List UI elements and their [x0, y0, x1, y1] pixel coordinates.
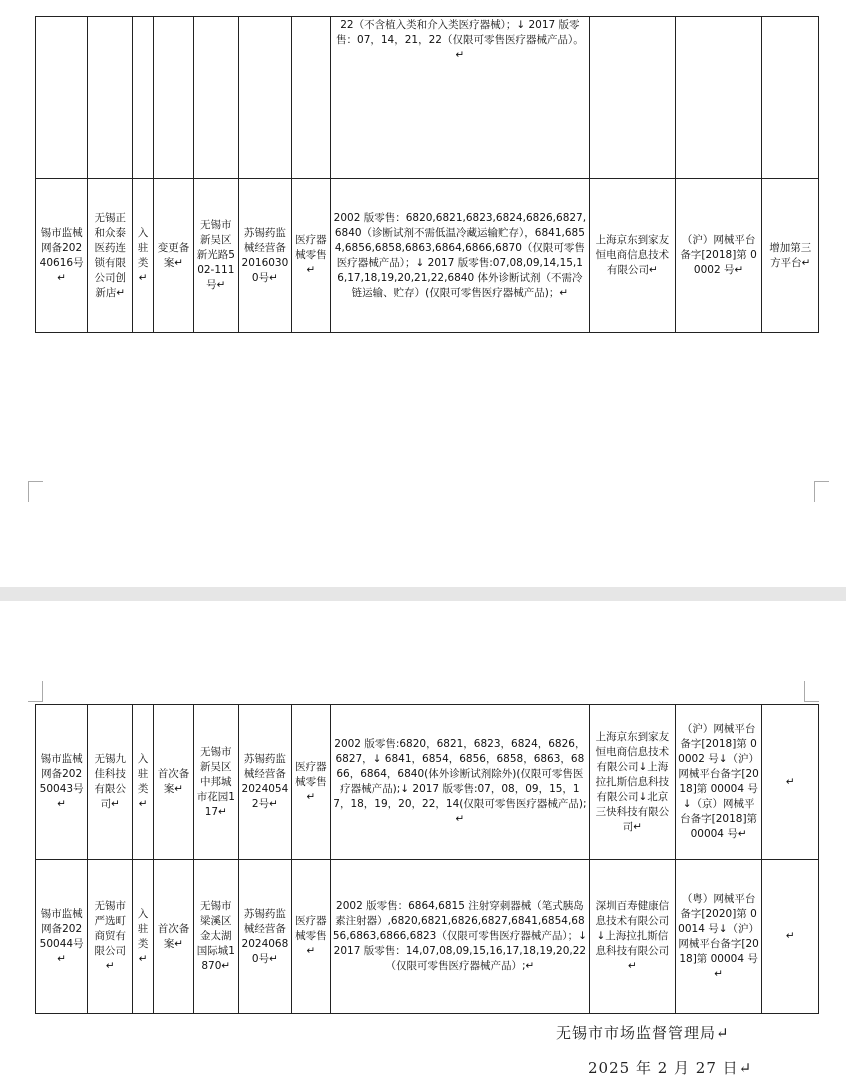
type-cell: 入驻类↵	[133, 705, 154, 860]
page-gap	[0, 587, 846, 601]
record-no-cell: 锡市监械网备20250044号↵	[36, 860, 88, 1014]
business-cell: 医疗器械零售↵	[292, 179, 331, 333]
filing-cell: 变更备案↵	[154, 179, 194, 333]
table-page-2	[35, 704, 819, 1014]
type-cell: 入驻类↵	[133, 860, 154, 1014]
remark-cell: ↵	[762, 705, 819, 860]
remark-cell: ↵	[762, 860, 819, 1014]
table-row-partial	[36, 17, 819, 179]
page-corner-mark	[28, 681, 43, 702]
type-cell: 入驻类↵	[133, 179, 154, 333]
filing-cell: 首次备案↵	[154, 860, 194, 1014]
record-no-cell: 锡市监械网备20250043号↵	[36, 705, 88, 860]
issue-date: 2025 年 2 月 27 日↵	[588, 1059, 753, 1077]
platform-cell: 深圳百寿健康信息技术有限公司↓上海拉扎斯信息科技有限公司↵	[590, 860, 676, 1014]
table-row	[36, 179, 819, 333]
business-cell: 医疗器械零售↵	[292, 705, 331, 860]
company-cell: 无锡正和众泰医药连锁有限公司创新店↵	[88, 179, 133, 333]
record-no-cell: 锡市监械网备20240616号↵	[36, 179, 88, 333]
filing-cell: 首次备案↵	[154, 705, 194, 860]
scope-cell: 2002 版零售：6820,6821,6823,6824,6826,6827,6840（诊断试剂不需低温冷藏运输贮存），6841,6854,6856,6858,6863,6864,6866,6870（仅限可零售医疗器械产品）；↓ 2017 版零售:07,08,09,14,15,16,17,18,19,20,21,22,6840 体外诊断试剂（不需冷链运输、贮存）(仅限可零售医疗器械产品)；↵	[330, 179, 589, 333]
page-corner-mark	[28, 481, 43, 502]
platform-no-cell: （沪）网械平台备字[2018]第 00002 号↵	[675, 179, 762, 333]
page-corner-mark	[814, 481, 829, 502]
page-corner-mark	[804, 681, 819, 702]
platform-no-cell: （沪）网械平台备字[2018]第 00002 号↓（沪）网械平台备字[2018]第 00004 号↓（京）网械平台备字[2018]第 00004 号↵	[675, 705, 762, 860]
scope-cell: 2002 版零售：6864,6815 注射穿刺器械（笔式胰岛素注射器）,6820,6821,6826,6827,6841,6854,6856,6863,6866,6823（仅限可零售医疗器械产品）；↓ 2017 版零售：14,07,08,09,15,16,17,18,19,20,22（仅限可零售医疗器械产品）;↵	[330, 860, 589, 1014]
address-cell: 无锡市新吴区中邦城市花园117↵	[193, 705, 238, 860]
license-cell: 苏锡药监械经营备20240542号↵	[238, 705, 291, 860]
address-cell: 无锡市梁溪区金太湖国际城1870↵	[193, 860, 238, 1014]
platform-cell: 上海京东到家友恒电商信息技术有限公司↵	[590, 179, 676, 333]
issuing-authority: 无锡市市场监督管理局↵	[556, 1024, 730, 1042]
license-cell: 苏锡药监械经营备20240680号↵	[238, 860, 291, 1014]
platform-no-cell: （粤）网械平台备字[2020]第 00014 号↓（沪）网械平台备字[2018]第 00004 号↵	[675, 860, 762, 1014]
company-cell: 无锡九佳科技有限公司↵	[88, 705, 133, 860]
table-page-1	[35, 16, 819, 333]
table-row	[36, 860, 819, 1014]
remark-cell: 增加第三方平台↵	[762, 179, 819, 333]
scope-cell: 22（不含植入类和介入类医疗器械）；↓ 2017 版零售：07，14，21，22（仅限可零售医疗器械产品）。↵	[330, 17, 589, 179]
license-cell: 苏锡药监械经营备20160300号↵	[238, 179, 291, 333]
business-cell: 医疗器械零售↵	[292, 860, 331, 1014]
platform-cell: 上海京东到家友恒电商信息技术有限公司↓上海拉扎斯信息科技有限公司↓北京三快科技有限公司↵	[590, 705, 676, 860]
address-cell: 无锡市新吴区新光路502-111号↵	[193, 179, 238, 333]
table-row	[36, 705, 819, 860]
company-cell: 无锡市严选町商贸有限公司↵	[88, 860, 133, 1014]
scope-cell: 2002 版零售:6820，6821，6823，6824，6826，6827，↓ 6841，6854，6856，6858，6863，6866，6864，6840(体外诊断试剂除外)(仅限可零售医疗器械产品);↓ 2017 版零售:07，08，09，15，17，18，19，20，22，14(仅限可零售医疗器械产品);↵	[330, 705, 589, 860]
